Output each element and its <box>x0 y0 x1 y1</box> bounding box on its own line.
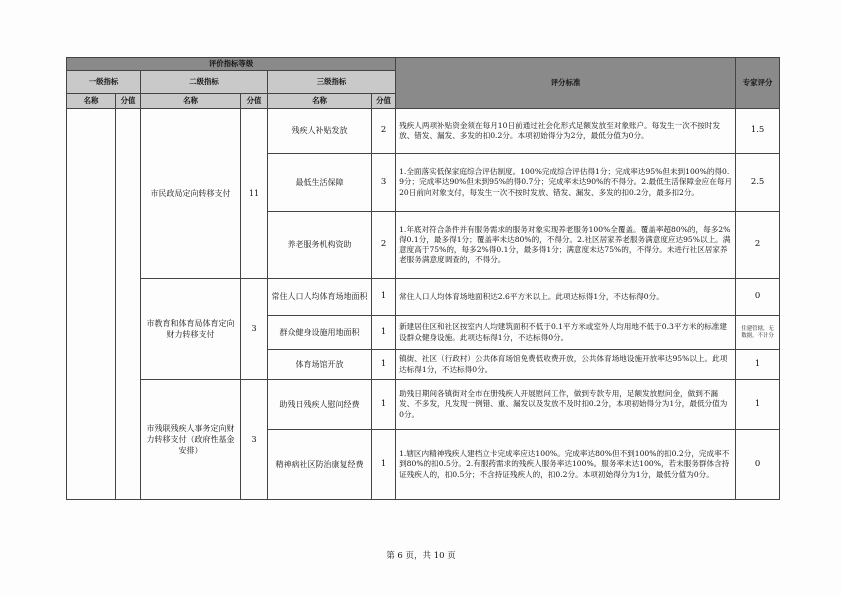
expert-score: 2 <box>736 212 780 279</box>
criteria-text: 1.年底对符合条件并有服务需求的服务对象实现养老服务100%全覆盖。覆盖率超80%的，每多2%得0.1分，最多得1分；覆盖率未达80%的，不得分。2.社区居家养老服务满意度应达95%以上。满意度高于75%的，每多2%得0.1分，最多得1分；满意度未达75%的，不得分。未进行社区居家养老服务满意度调查的，不得分。 <box>396 212 736 279</box>
header-points: 分值 <box>241 94 268 109</box>
header-group-label: 评价指标等级 <box>67 58 396 71</box>
table-row <box>67 109 780 154</box>
level3-name: 养老服务机构资助 <box>268 212 372 279</box>
level2-points: 3 <box>241 380 268 500</box>
level3-points: 1 <box>372 316 396 350</box>
header-points: 分值 <box>116 94 141 109</box>
level2-name: 市残联残疾人事务定向财力转移支付（政府性基金安排） <box>141 380 241 500</box>
level1-points-cell <box>116 109 141 500</box>
level2-points: 11 <box>241 109 268 279</box>
header-level2: 二级指标 <box>141 71 268 94</box>
header-level3: 三级指标 <box>268 71 396 94</box>
criteria-text: 助残日期间各镇街对全市在册残疾人开展慰问工作，做到专款专用，足额发放慰问金，做到不漏发、不多发，凡发现一例错、重、漏发以及发放不及时扣0.2分，本项初始得分为1分，最低分值为0分。 <box>396 380 736 430</box>
expert-score: 0 <box>736 279 780 316</box>
expert-score: 1 <box>736 350 780 380</box>
criteria-text: 镇街、社区（行政村）公共体育场馆免费低收费开放，公共体育场地设施开放率达95%以上。此项达标得1分，不达标得0分。 <box>396 350 736 380</box>
criteria-text: 常住人口人均体育场地面积达2.6平方米以上。此项达标得1分，不达标得0分。 <box>396 279 736 316</box>
criteria-text: 1.辖区内精神残疾人建档立卡完成率应达100%。完成率达80%但不到100%的扣0.2分，完成率不到80%的扣0.5分。2.有服药需求的残疾人服务率达100%。服务率未达100%，若未服务群体含持证残疾人的，扣0.5分；不含持证残疾人的，扣0.2分。本项初始得分为1分，最低分值为0分。 <box>396 430 736 500</box>
header-name: 名称 <box>141 94 241 109</box>
page-number: 第 6 页，共 10 页 <box>386 551 456 561</box>
level3-name: 残疾人补贴发放 <box>268 109 372 154</box>
expert-score: 2.5 <box>736 154 780 212</box>
header-expert-score: 专家评分 <box>736 58 780 109</box>
expert-score: 1.5 <box>736 109 780 154</box>
level1-name-cell <box>67 109 116 500</box>
level3-name: 群众健身设施用地面积 <box>268 316 372 350</box>
table-row <box>67 380 780 430</box>
level3-points: 2 <box>372 212 396 279</box>
expert-score: 0 <box>736 430 780 500</box>
level2-name: 市教育和体育局体育定向财力转移支付 <box>141 279 241 380</box>
criteria-text: 新建居住区和社区按室内人均建筑面积不低于0.1平方米或室外人均用地不低于0.3平方米的标准建设群众健身设施。此项达标得1分，不达标得0分。 <box>396 316 736 350</box>
level3-name: 精神病社区防治康复经费 <box>268 430 372 500</box>
header-row-group <box>67 58 780 71</box>
table-row <box>67 279 780 316</box>
header-criteria: 评分标准 <box>396 58 736 109</box>
level3-points: 1 <box>372 380 396 430</box>
evaluation-table <box>66 57 780 500</box>
level3-name: 体育场馆开放 <box>268 350 372 380</box>
header-name: 名称 <box>268 94 372 109</box>
level3-name: 常住人口人均体育场地面积 <box>268 279 372 316</box>
expert-score: 1 <box>736 380 780 430</box>
level2-points: 3 <box>241 279 268 380</box>
header-name: 名称 <box>67 94 116 109</box>
level3-points: 1 <box>372 350 396 380</box>
level3-name: 最低生活保障 <box>268 154 372 212</box>
level3-points: 1 <box>372 279 396 316</box>
criteria-text: 残疾人两项补贴资金须在每月10日前通过社会化形式足额发放至对象账户。每发生一次不按时发放、错发、漏发、多发的扣0.2分。本项初始得分为2分，最低分值为0分。 <box>396 109 736 154</box>
level3-points: 1 <box>372 430 396 500</box>
header-level1: 一级指标 <box>67 71 141 94</box>
level3-points: 3 <box>372 154 396 212</box>
level3-points: 2 <box>372 109 396 154</box>
expert-score: 住建管辖，无数据，不计分 <box>736 316 780 350</box>
level2-name: 市民政局定向转移支付 <box>141 109 241 279</box>
header-points: 分值 <box>372 94 396 109</box>
level3-name: 助残日残疾人慰问经费 <box>268 380 372 430</box>
criteria-text: 1.全面落实低保家庭综合评估制度。100%完成综合评估得1分；完成率达95%但未到100%的得0.9分；完成率达90%但未到95%的得0.7分；完成率未达90%的不得分。2.最低生活保障金应在每月20日前向对象支付，每发生一次不按时发放、错发、漏发、多发的扣0.2分，最多扣2分。 <box>396 154 736 212</box>
